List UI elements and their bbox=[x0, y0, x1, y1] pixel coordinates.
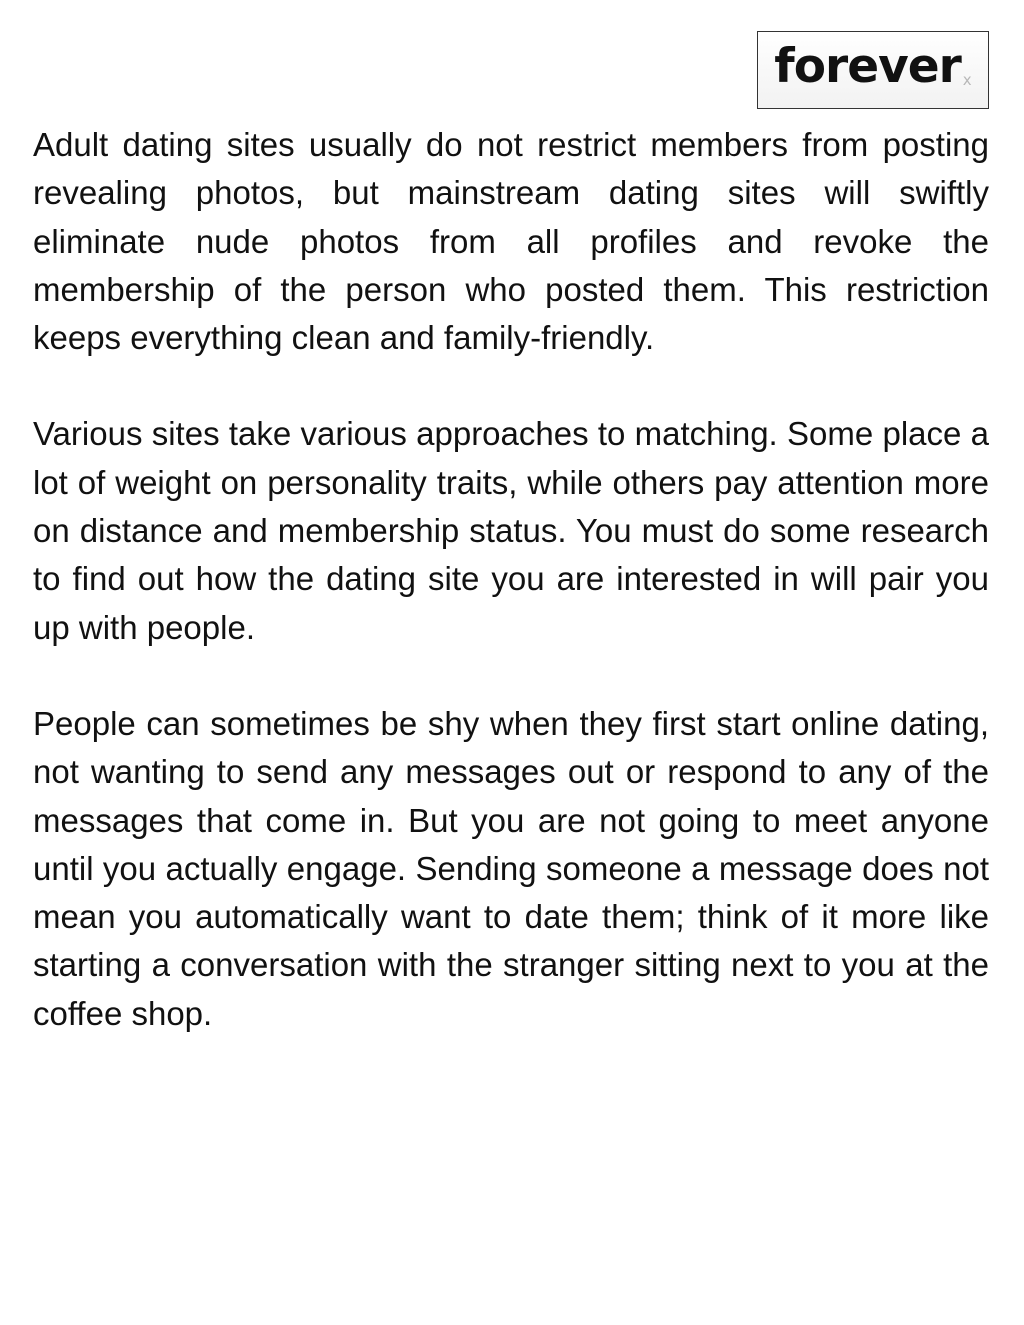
paragraph-1: Adult dating sites usually do not restrict members from posting revealing photos, but mainstream dating sites will swiftly eliminate nude photos from all profiles and revoke the membership of the person who posted them. This restriction keeps everything clean and family-friendly. bbox=[33, 126, 989, 357]
paragraph-3: People can sometimes be shy when they first start online dating, not wanting to send any messages out or respond to any of the messages that come in. But you are not going to meet anyone until you actually engage. Sending someone a message does not mean you automatically want to date them; think of it more like starting a conversation with the stranger sitting next to you at the coffee shop. bbox=[33, 704, 989, 1032]
paragraph-2: Various sites take various approaches to matching. Some place a lot of weight on personality traits, while others pay attention more on distance and membership status. You must do some research to find out how the dating site you are interested in will pair you up with people. bbox=[33, 415, 989, 646]
logo-mark: x bbox=[962, 71, 972, 89]
forever-logo bbox=[757, 31, 989, 109]
body-text bbox=[33, 121, 989, 1086]
logo-wordmark: forever bbox=[774, 38, 961, 94]
